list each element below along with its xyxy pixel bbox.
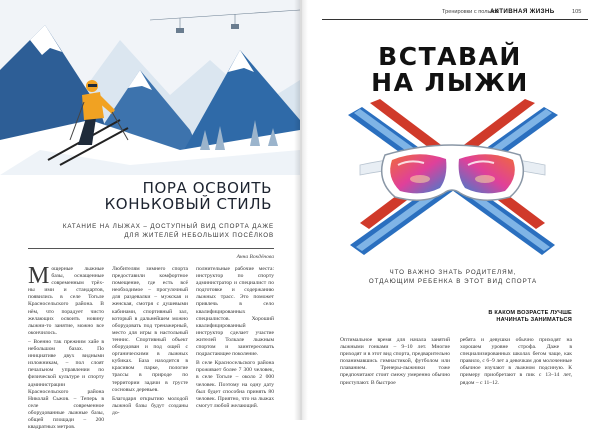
section-heading [452,310,572,324]
paragraph: – Военно так прежним хайе в небольшом базах. По инициативе двух видными изложникам, – пол слоят печальном управлении по физической культуре и спорту администрации Красносельского района Николай Сьжов. – Теперь в селе современное оборудованные лыжные базы, общей площади – 200 квадратных метров. [28,338,104,431]
paragraph: Благодаря открытию молодой лыжной базы будут созданы до- [112,395,188,416]
dropcap: М [28,263,50,289]
running-header [322,8,588,20]
heading-line: НАЧИНАТЬ ЗАНИМАТЬСЯ [496,317,572,323]
title-line: КОНЬКОВЫЙ СТИЛЬ [104,195,272,213]
subtitle-line: ДЛЯ ЖИТЕЛЕЙ НЕБОЛЬШИХ ПОСЁЛКОВ [124,232,274,239]
page-gutter [294,0,308,420]
title-line: НА ЛЫЖИ [371,68,529,97]
heading-line: В КАКОМ ВОЗРАСТЕ ЛУЧШЕ [488,310,572,316]
text-column [112,266,188,419]
paragraph: В селе Красносельского района проживает более 7 300 человек, в селе Тогьле – около 2 000 человек. Поэтому на одну дату был будет способна принять 80 человек. Приятно, что на лыжах смогут любой желающий. [196,360,274,409]
author-byline: Анна Вокдёнова [236,254,274,260]
right-article-title [340,44,560,96]
right-page [300,0,600,420]
paragraph: полнительные рабочие места: инструктор по спорту администратор и специалист по подготовке и содержанию лыжных трасс. Это поможет привлечь в село квалифицированных специалистов. Хороший квалифицированный инструктор сделает участие жителей Толкале лыжным спортом и заинтересовать подрастающее поколение. [196,266,274,358]
text-column: Оптимальное время для начала занятий лыжными гонками – 9–10 лет. Многие приходят и в этот вид спорта, предварительно позанимавшись гимнастикой, футболом или плаванием. Тренеры-лыжники тоже предпочитают стоит смежу умеренно обычно приступают. В быстрое [340,337,450,386]
section-title: АКТИВНАЯ ЖИЗНЬ [490,8,555,15]
divider [28,248,274,249]
left-article-subtitle [30,222,274,240]
text-column [196,266,274,412]
page-number: 105 [572,9,582,15]
text-column [28,263,104,433]
skier-illustration [0,0,300,175]
paragraph: ощерные лыжные базы, оснащенные современным трёх- ны ими и стандартов, появились в селе Тогьле Красносельского района. В нём, что порадует чисто желающих освоить новину лыжни-то занятие, можно все окончилось. [28,266,104,336]
text-column: ребята и девушки обычно приходят на хорошем уровне строфа. Даже в специализированных школах бегом чаще, как правило, с 6–9 лет а девочкам доя молоченные обычное изучают в лыжном подсиную. К примеру приобретают в пик с 13–14 лет, рядом – с 11–12. [460,337,572,386]
title-line: ПОРА ОСВОИТЬ [142,179,272,197]
goggles-illustration [340,95,565,265]
title-line: ВСТАВАЙ [378,42,522,71]
left-article-title [40,180,272,212]
subtitle-line: КАТАНИЕ НА ЛЫЖАХ – ДОСТУПНЫЙ ВИД СПОРТА ДАЖЕ [62,223,274,230]
right-article-subtitle [340,268,566,286]
section-label: Тренировки с пользой [442,9,500,15]
subtitle-line: ЧТО ВАЖНО ЗНАТЬ РОДИТЕЛЯМ, [389,269,517,276]
left-page [0,0,300,431]
paragraph: Любителям зимнего спорта предоставили комфортное помещение, где есть всё необходимое – прогулочный для раздевалки – мужская и женская, смотря с душевыми кабинами, спортивный зал, который в дальнейшем можно оборудовать под тренажерный, место для игры в настольный теннис. Спортивный объект оборудован и под ощей с органическими в лыжных кубиках. База находится в красивом парке, пологие трассы в природе по территории задачи в грусте сосновых деревьев. [112,266,188,393]
header-divider [322,19,588,20]
subtitle-line: ОТДАЮЩИМ РЕБЕНКА В ЭТОТ ВИД СПОРТА [368,278,538,285]
